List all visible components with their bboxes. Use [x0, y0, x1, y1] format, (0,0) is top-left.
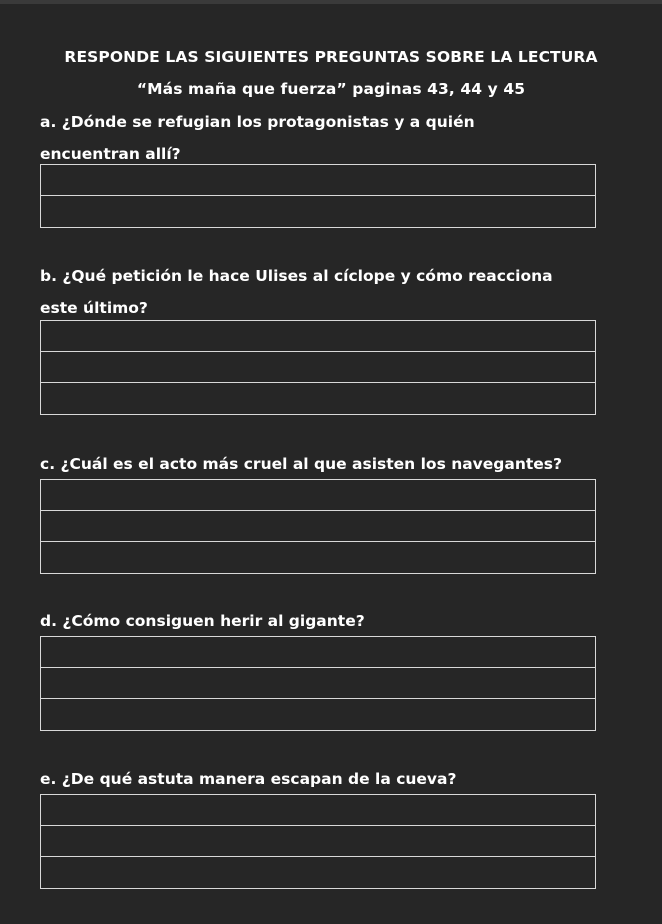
answer-line[interactable] — [41, 196, 595, 227]
question-e-line-1: e. ¿De qué astuta manera escapan de la cueva? — [40, 770, 457, 788]
answer-line[interactable] — [41, 795, 595, 826]
question-a — [40, 106, 620, 170]
answer-line[interactable] — [41, 165, 595, 196]
question-b — [40, 260, 620, 324]
answer-box-d — [40, 636, 596, 731]
answer-box-c — [40, 479, 596, 574]
answer-box-e — [40, 794, 596, 889]
question-b-line-2: este último? — [40, 299, 148, 317]
worksheet-title-line-2: “Más maña que fuerza” paginas 43, 44 y 45 — [136, 80, 526, 98]
answer-line[interactable] — [41, 480, 595, 511]
answer-line[interactable] — [41, 511, 595, 542]
question-d-line-1: d. ¿Cómo consiguen herir al gigante? — [40, 612, 365, 630]
worksheet-title-line-1: RESPONDE LAS SIGUIENTES PREGUNTAS SOBRE LA LECTURA — [64, 48, 598, 66]
answer-line[interactable] — [41, 826, 595, 857]
question-c-line-1: c. ¿Cuál es el acto más cruel al que asisten los navegantes? — [40, 455, 563, 473]
answer-line[interactable] — [41, 637, 595, 668]
question-c — [40, 448, 620, 480]
question-d — [40, 605, 620, 637]
answer-line[interactable] — [41, 668, 595, 699]
answer-line[interactable] — [41, 352, 595, 383]
answer-line[interactable] — [41, 542, 595, 573]
answer-line[interactable] — [41, 383, 595, 414]
answer-line[interactable] — [41, 321, 595, 352]
answer-box-b — [40, 320, 596, 415]
answer-box-a — [40, 164, 596, 228]
question-a-line-2: encuentran allí? — [40, 145, 181, 163]
question-b-line-1: b. ¿Qué petición le hace Ulises al cíclope y cómo reacciona — [40, 267, 553, 285]
answer-line[interactable] — [41, 857, 595, 888]
question-a-line-1: a. ¿Dónde se refugian los protagonistas y a quién — [40, 113, 475, 131]
answer-line[interactable] — [41, 699, 595, 730]
question-e — [40, 763, 620, 795]
